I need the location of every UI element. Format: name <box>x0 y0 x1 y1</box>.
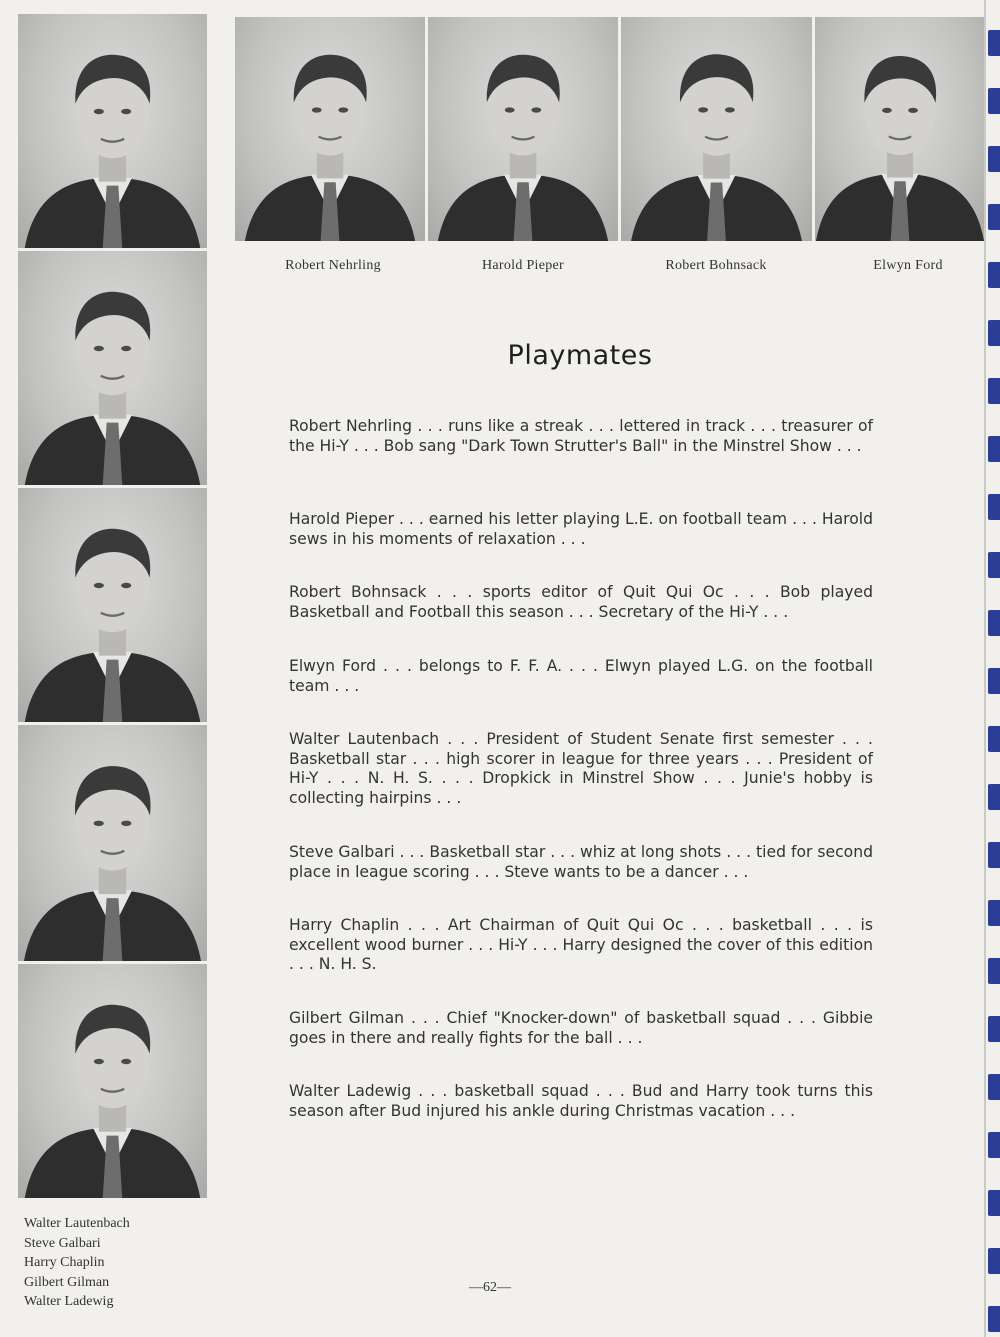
bio-walter-lautenbach: Walter Lautenbach . . . President of Student Senate first semester . . . Basketball star . . . high scorer in league for three years . . . President of Hi-Y . . . N. H. S. . . . Dropkick in Minstrel Show . . . Junie's hobby is collecting hairpins . . . <box>289 730 873 807</box>
binding-mark <box>988 1306 1000 1332</box>
portrait-photo-robert-nehrling <box>235 17 425 241</box>
portrait-silhouette <box>428 17 618 241</box>
binding-mark <box>988 320 1000 346</box>
binding-edge <box>984 0 986 1337</box>
name-harry-chaplin: Harry Chaplin <box>24 1255 105 1270</box>
portrait-photo-robert-bohnsack <box>621 17 812 241</box>
portrait-silhouette <box>815 17 985 241</box>
binding-mark <box>988 610 1000 636</box>
name-gilbert-gilman: Gilbert Gilman <box>24 1274 110 1290</box>
portrait-photo-elwyn-ford <box>815 17 985 241</box>
page-number: —62— <box>469 1280 511 1295</box>
left-column-names <box>24 1214 130 1312</box>
portrait-silhouette <box>18 964 207 1198</box>
caption-robert-bohnsack: Robert Bohnsack <box>665 258 767 273</box>
binding-mark <box>988 146 1000 172</box>
bio-harold-pieper: Harold Pieper . . . earned his letter playing L.E. on football team . . . Harold sews in his moments of relaxation . . . <box>289 510 873 548</box>
binding-mark <box>988 494 1000 520</box>
bio-robert-bohnsack: Robert Bohnsack . . . sports editor of Quit Qui Oc . . . Bob played Basketball and Football this season . . . Secretary of the Hi-Y . . . <box>289 583 873 621</box>
bio-steve-galbari: Steve Galbari . . . Basketball star . . . whiz at long shots . . . tied for second place in league scoring . . . Steve wants to be a dancer . . . <box>289 843 873 881</box>
portrait-silhouette <box>18 251 207 485</box>
portrait-photo-harold-pieper <box>428 17 618 241</box>
binding-mark <box>988 204 1000 230</box>
spiral-binding <box>984 0 1000 1337</box>
binding-mark <box>988 1132 1000 1158</box>
name-walter-ladewig: Walter Ladewig <box>24 1294 114 1309</box>
binding-mark <box>988 1074 1000 1100</box>
caption-elwyn-ford: Elwyn Ford <box>873 258 943 273</box>
binding-mark <box>988 1248 1000 1274</box>
binding-mark <box>988 88 1000 114</box>
portrait-silhouette <box>18 725 207 961</box>
binding-mark <box>988 958 1000 984</box>
portrait-silhouette <box>235 17 425 241</box>
binding-mark <box>988 842 1000 868</box>
portrait-photo-walter-lautenbach <box>18 14 207 248</box>
binding-mark <box>988 784 1000 810</box>
portrait-silhouette <box>621 17 812 241</box>
caption-harold-pieper: Harold Pieper <box>481 258 565 273</box>
binding-mark <box>988 1016 1000 1042</box>
binding-mark <box>988 552 1000 578</box>
binding-mark <box>988 30 1000 56</box>
binding-mark <box>988 378 1000 404</box>
binding-mark <box>988 726 1000 752</box>
portrait-photo-walter-ladewig <box>18 964 207 1198</box>
binding-mark <box>988 1190 1000 1216</box>
bio-robert-nehrling: Robert Nehrling . . . runs like a streak . . . lettered in track . . . treasurer of the Hi-Y . . . Bob sang "Dark Town Strutter's Ball" in the Minstrel Show . . . <box>289 417 873 455</box>
binding-mark <box>988 900 1000 926</box>
binding-mark <box>988 668 1000 694</box>
bio-harry-chaplin: Harry Chaplin . . . Art Chairman of Quit Qui Oc . . . basketball . . . is excellent wood burner . . . Hi-Y . . . Harry designed the cover of this edition . . . N. H. S. <box>289 916 873 973</box>
name-steve-galbari: Steve Galbari <box>24 1235 101 1251</box>
caption-robert-nehrling: Robert Nehrling <box>285 258 381 273</box>
bio-walter-ladewig: Walter Ladewig . . . basketball squad . . . Bud and Harry took turns this season after Bud injured his ankle during Christmas vacation . . . <box>289 1082 873 1120</box>
bio-gilbert-gilman: Gilbert Gilman . . . Chief "Knocker-down" of basketball squad . . . Gibbie goes in there and really fights for the ball . . . <box>289 1009 873 1047</box>
portrait-silhouette <box>18 14 207 248</box>
page-heading: Playmates <box>507 340 653 371</box>
binding-mark <box>988 262 1000 288</box>
portrait-silhouette <box>18 488 207 722</box>
portrait-photo-harry-chaplin <box>18 488 207 722</box>
portrait-photo-steve-galbari <box>18 251 207 485</box>
binding-mark <box>988 436 1000 462</box>
name-walter-lautenbach: Walter Lautenbach <box>24 1216 130 1231</box>
portrait-photo-gilbert-gilman <box>18 725 207 961</box>
bio-elwyn-ford: Elwyn Ford . . . belongs to F. F. A. . . . Elwyn played L.G. on the football team . . . <box>289 657 873 695</box>
